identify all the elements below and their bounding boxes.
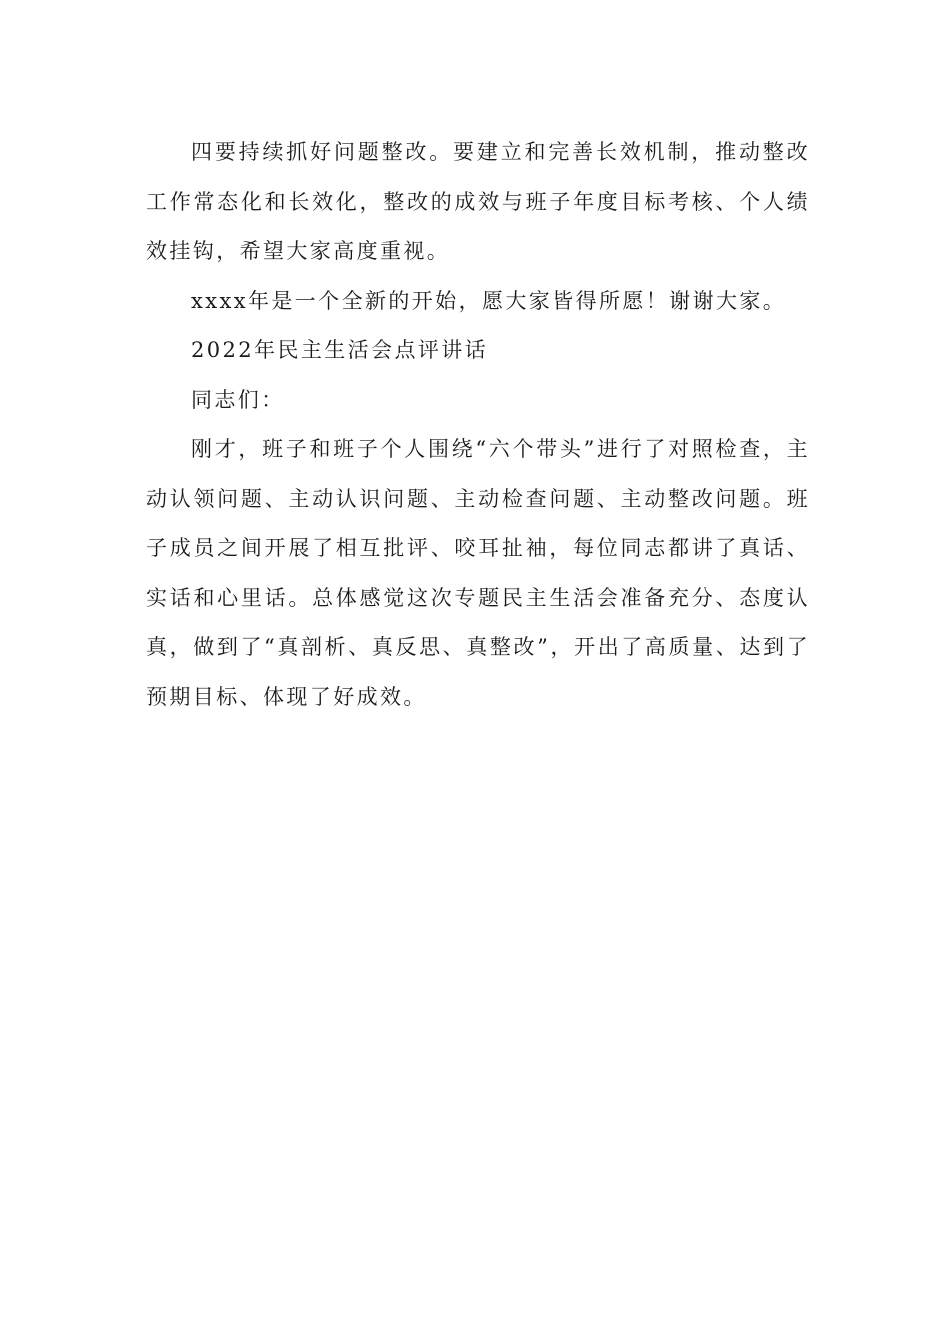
salutation: 同志们： xyxy=(191,387,285,412)
document-body xyxy=(146,128,810,722)
speech-title: 2022年民主生活会点评讲话 xyxy=(191,338,489,362)
paragraph-review: 刚才，班子和班子个人围绕“六个带头”进行了对照检查，主动认领问题、主动认识问题、主动检查问题、主动整改问题。班子成员之间开展了相互批评、咬耳扯袖，每位同志都讲了真话、实话和心里话。总体感觉这次专题民主生活会准备充分、态度认真，做到了“真剖析、真反思、真整改”，开出了高质量、达到了预期目标、体现了好成效。 xyxy=(146,437,810,709)
paragraph-rectification: 四要持续抓好问题整改。要建立和完善长效机制，推动整改工作常态化和长效化，整改的成效与班子年度目标考核、个人绩效挂钩，希望大家高度重视。 xyxy=(146,140,810,263)
paragraph-new-year-wish: xxxx年是一个全新的开始，愿大家皆得所愿！谢谢大家。 xyxy=(191,288,787,313)
